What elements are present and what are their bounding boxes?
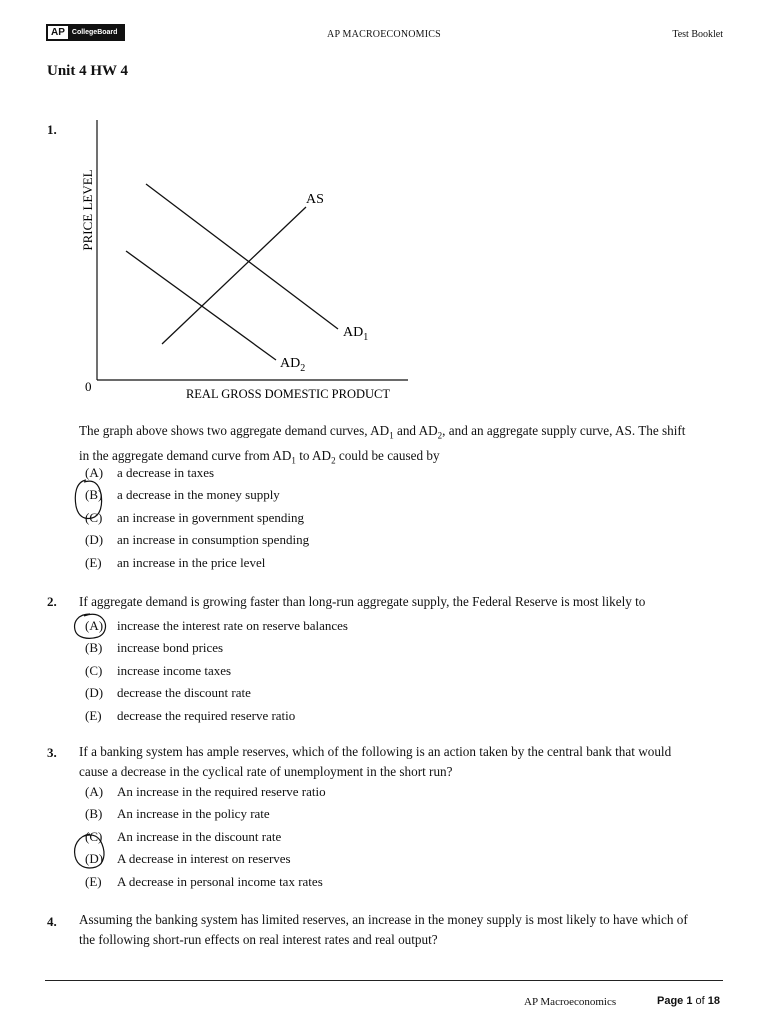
question-1-options: (A) a decrease in taxes (B) a decrease in the money supply (C) an increase in government spending (D) an increase in consumption spending (E) an increase in the price level	[85, 465, 310, 570]
question-number: 3.	[47, 745, 57, 760]
as-curve	[162, 207, 306, 344]
ad1-label: $AD_1$	[343, 325, 369, 343]
answer-circle-mark	[68, 828, 112, 882]
header-booklet: Test Booklet	[672, 29, 723, 40]
origin-label: 0	[85, 379, 92, 394]
ad2-label: $AD_2$	[280, 356, 306, 374]
question-3-text: If a banking system has ample reserves, which of the following is an action taken by the central bank that would cause a decrease in the cyclical rate of unemployment in the short run?	[79, 744, 672, 779]
question-number: 1.	[47, 122, 57, 137]
header-course: AP MACROECONOMICS	[327, 29, 441, 40]
ad2-curve	[126, 251, 276, 360]
y-axis-label: PRICE LEVEL	[80, 169, 95, 251]
footer-course: AP Macroeconomics	[524, 996, 617, 1008]
answer-circle-mark	[70, 610, 112, 644]
question-number: 4.	[47, 914, 57, 929]
x-axis-label: REAL GROSS DOMESTIC PRODUCT	[185, 387, 391, 401]
question-3-options: (A) An increase in the required reserve ratio (B) An increase in the policy rate (C) An increase in the discount rate (D) A decrease in interest on reserves (E) A decrease in personal income tax rates	[85, 784, 326, 889]
question-2-options: (A) increase the interest rate on reserve balances (B) increase bond prices (C) increase income taxes (D) decrease the discount rate (E) decrease the required reserve ratio	[85, 618, 348, 723]
question-2-text: If aggregate demand is growing faster than long-run aggregate supply, the Federal Reserve is most likely to	[79, 594, 646, 609]
page-indicator: Page 1 of 18	[657, 995, 721, 1007]
page-title: Unit 4 HW 4	[47, 63, 128, 79]
logo-ap-text: AP	[48, 26, 68, 39]
question-4-text: Assuming the banking system has limited reserves, an increase in the money supply is most likely to have which of the following short-run effects on real interest rates and real output?	[79, 912, 688, 947]
logo-collegeboard-text: CollegeBoard	[71, 29, 118, 36]
answer-circle-mark	[70, 476, 110, 526]
ad-as-graph	[70, 115, 430, 410]
question-number: 2.	[47, 594, 57, 609]
footer-divider	[45, 980, 723, 981]
as-label: AS	[306, 192, 324, 207]
question-1-text: The graph above shows two aggregate demand curves, $AD_1$ and $AD_2$, and an aggregate supply curve, AS. The shift in the aggregate demand curve from $AD_1$ to $AD_2$ could be caused by	[79, 423, 686, 466]
